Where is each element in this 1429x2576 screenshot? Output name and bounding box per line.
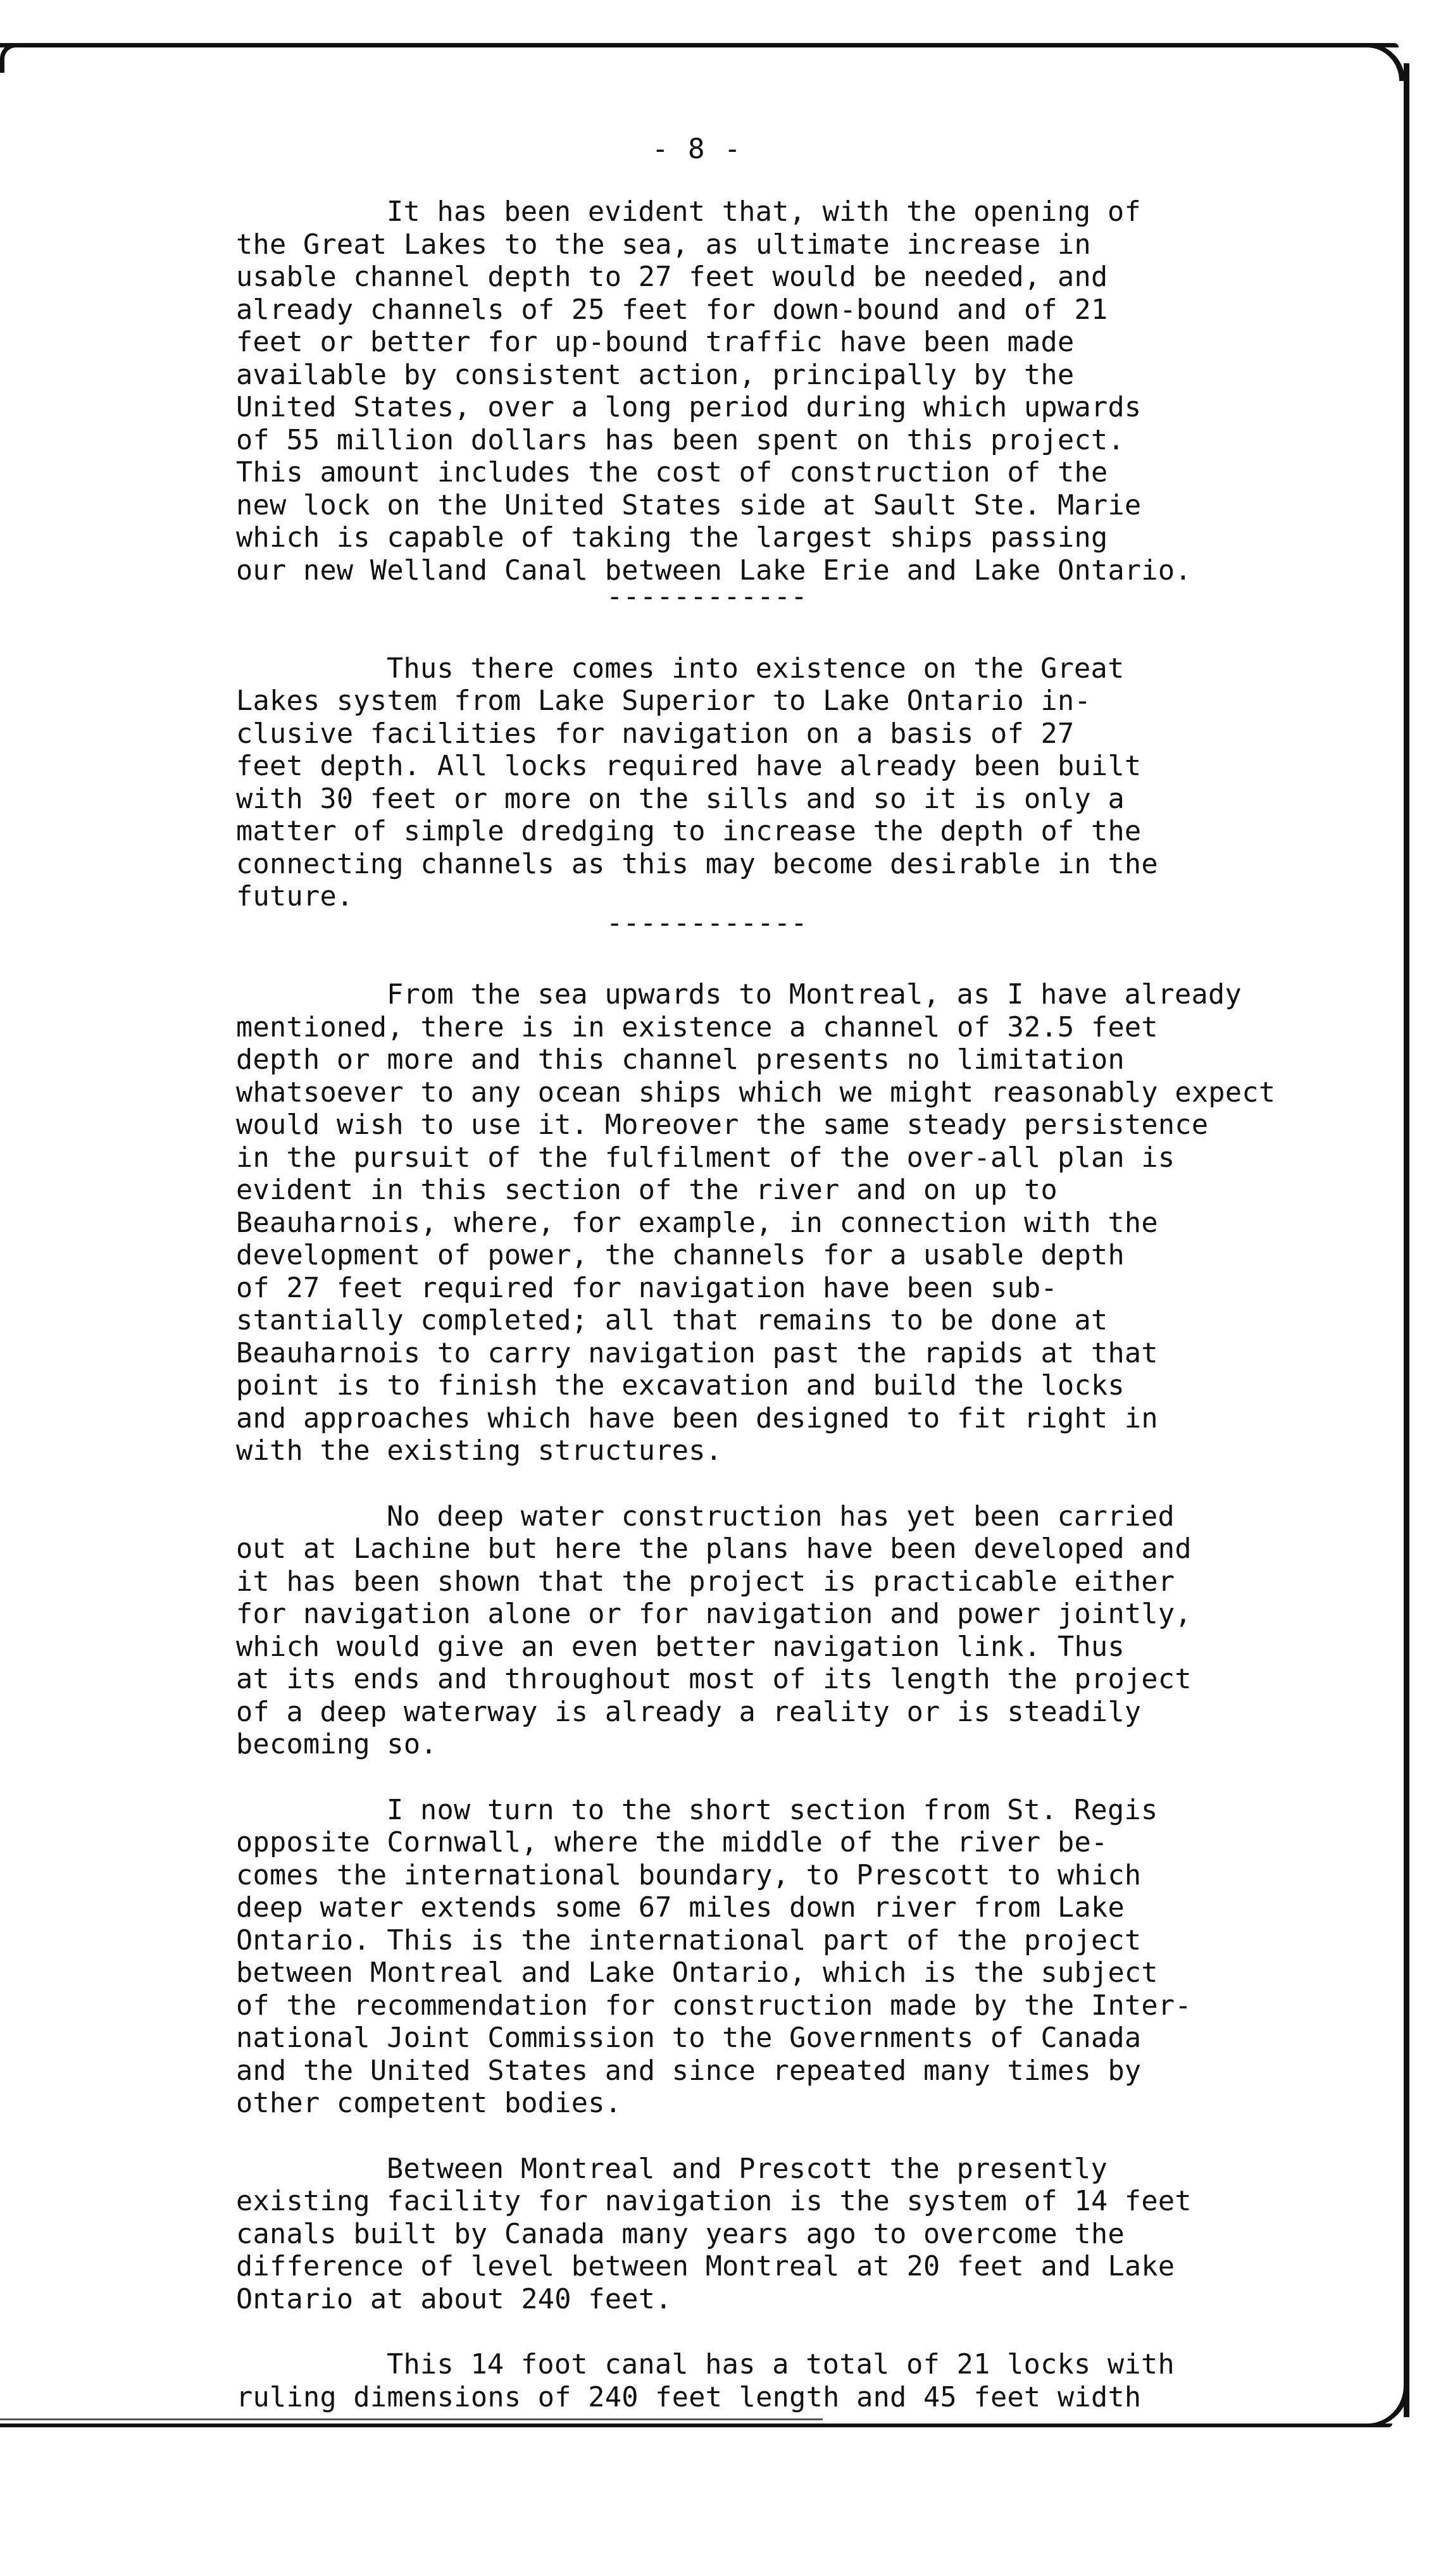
text-line: out at Lachine but here the plans have been developed and [236, 1533, 1192, 1565]
paragraph-6 [236, 2153, 1413, 2317]
text-line: of 55 million dollars has been spent on this project. [236, 424, 1125, 456]
spacer [236, 946, 1413, 979]
text-line: opposite Cornwall, where the middle of the river be- [236, 1827, 1108, 1858]
text-line: Ontario. This is the international part of the project [236, 1924, 1142, 1957]
text-line: Ontario at about 240 feet. [236, 2283, 672, 2315]
text-line: This amount includes the cost of construction of the [236, 457, 1108, 488]
text-line: Beauharnois, where, for example, in connection with the [236, 1207, 1158, 1239]
text-line: No deep water construction has yet been carried [387, 1500, 1175, 1533]
spacer [236, 620, 1413, 653]
page-border-corner-top-left [0, 43, 16, 73]
text-line: existing facility for navigation is the system of 14 feet [236, 2186, 1192, 2217]
page-border-bottom [0, 2424, 1392, 2427]
body-text [236, 196, 1413, 2414]
text-line: mentioned, there is in existence a channel of 32.5 feet [236, 1011, 1158, 1043]
paragraph-5 [236, 1795, 1413, 2120]
text-line: other competent bodies. [236, 2088, 622, 2119]
text-line: usable channel depth to 27 feet would be needed, and [236, 261, 1108, 293]
text-line: with the existing structures. [236, 1435, 723, 1467]
paragraph-3 [236, 979, 1413, 1468]
text-line: of the recommendation for construction made by the Inter- [236, 1989, 1192, 2022]
text-line: United States, over a long period during which upwards [236, 392, 1142, 423]
text-line: our new Welland Canal between Lake Erie and Lake Ontario. [236, 554, 1192, 587]
page-number: - 8 - [652, 133, 742, 165]
text-line: the Great Lakes to the sea, as ultimate increase in [236, 228, 1091, 261]
text-line: Thus there comes into existence on the Great [387, 652, 1125, 685]
text-line: would wish to use it. Moreover the same steady persistence [236, 1109, 1209, 1141]
text-line: of a deep waterway is already a reality or is steadily [236, 1696, 1142, 1728]
text-line: new lock on the United States side at Sault Ste. Marie [236, 489, 1142, 521]
paragraph-7 [236, 2349, 1413, 2414]
text-line: future. [236, 881, 354, 912]
text-line: connecting channels as this may become desirable in the [236, 848, 1158, 880]
text-line: stantially completed; all that remains to be done at [236, 1305, 1108, 1336]
text-line: between Montreal and Lake Ontario, which is the subject [236, 1957, 1158, 1989]
text-line: Beauharnois to carry navigation past the rapids at that [236, 1337, 1158, 1369]
paragraph-4 [236, 1501, 1413, 1762]
text-line: Between Montreal and Prescott the presently [387, 2153, 1108, 2185]
text-line: feet depth. All locks required have already been built [236, 750, 1142, 782]
text-line: which is capable of taking the largest ships passing [236, 522, 1108, 554]
section-separator: ------------ [606, 581, 808, 613]
text-line: it has been shown that the project is practicable either [236, 1565, 1175, 1598]
text-line: ruling dimensions of 240 feet length and 45 feet width [236, 2381, 1142, 2413]
paragraph-1 [236, 196, 1413, 587]
text-line: From the sea upwards to Montreal, as I have already [387, 979, 1242, 1011]
text-line: in the pursuit of the fulfilment of the over-all plan is [236, 1142, 1175, 1174]
text-line: and the United States and since repeated many times by [236, 2055, 1142, 2087]
text-line: It has been evident that, with the opening of [387, 196, 1142, 228]
text-line: evident in this section of the river and on up to [236, 1174, 1058, 1206]
page-border-bottom-thin [0, 2418, 823, 2420]
text-line: point is to finish the excavation and build the locks [236, 1370, 1125, 1402]
page-border-top [0, 43, 1399, 47]
text-line: difference of level between Montreal at 20 feet and Lake [236, 2251, 1175, 2282]
text-line: for navigation alone or for navigation and power jointly, [236, 1598, 1192, 1630]
text-line: already channels of 25 feet for down-bound and of 21 [236, 294, 1108, 326]
spacer [236, 1468, 1413, 1501]
text-line: depth or more and this channel presents no limitation [236, 1044, 1125, 1076]
text-line: Lakes system from Lake Superior to Lake Ontario in- [236, 685, 1091, 717]
text-line: development of power, the channels for a usable depth [236, 1240, 1125, 1271]
text-line: becoming so. [236, 1729, 437, 1760]
text-line: feet or better for up-bound traffic have been made [236, 327, 1075, 358]
text-line: whatsoever to any ocean ships which we might reasonably expect [236, 1076, 1276, 1109]
text-line: canals built by Canada many years ago to overcome the [236, 2218, 1125, 2250]
spacer [236, 1762, 1413, 1795]
section-separator: ------------ [606, 907, 808, 939]
text-line: at its ends and throughout most of its length the project [236, 1664, 1192, 1695]
text-line: comes the international boundary, to Prescott to which [236, 1859, 1142, 1891]
text-line: and approaches which have been designed to fit right in [236, 1402, 1158, 1434]
page-border-corner-top-right [1367, 43, 1405, 81]
text-line: I now turn to the short section from St. Regis [387, 1794, 1158, 1826]
text-line: matter of simple dredging to increase the depth of the [236, 816, 1142, 847]
text-line: clusive facilities for navigation on a basis of 27 [236, 718, 1075, 750]
text-line: available by consistent action, principally by the [236, 359, 1075, 391]
text-line: which would give an even better navigation link. Thus [236, 1631, 1125, 1663]
text-line: with 30 feet or more on the sills and so it is only a [236, 783, 1125, 815]
paragraph-2 [236, 653, 1413, 914]
text-line: This 14 foot canal has a total of 21 locks with [387, 2349, 1175, 2380]
text-line: of 27 feet required for navigation have been sub- [236, 1272, 1058, 1304]
text-line: deep water extends some 67 miles down river from Lake [236, 1892, 1125, 1924]
text-line: national Joint Commission to the Governments of Canada [236, 2022, 1142, 2054]
spacer [236, 2316, 1413, 2349]
spacer [236, 2120, 1413, 2153]
